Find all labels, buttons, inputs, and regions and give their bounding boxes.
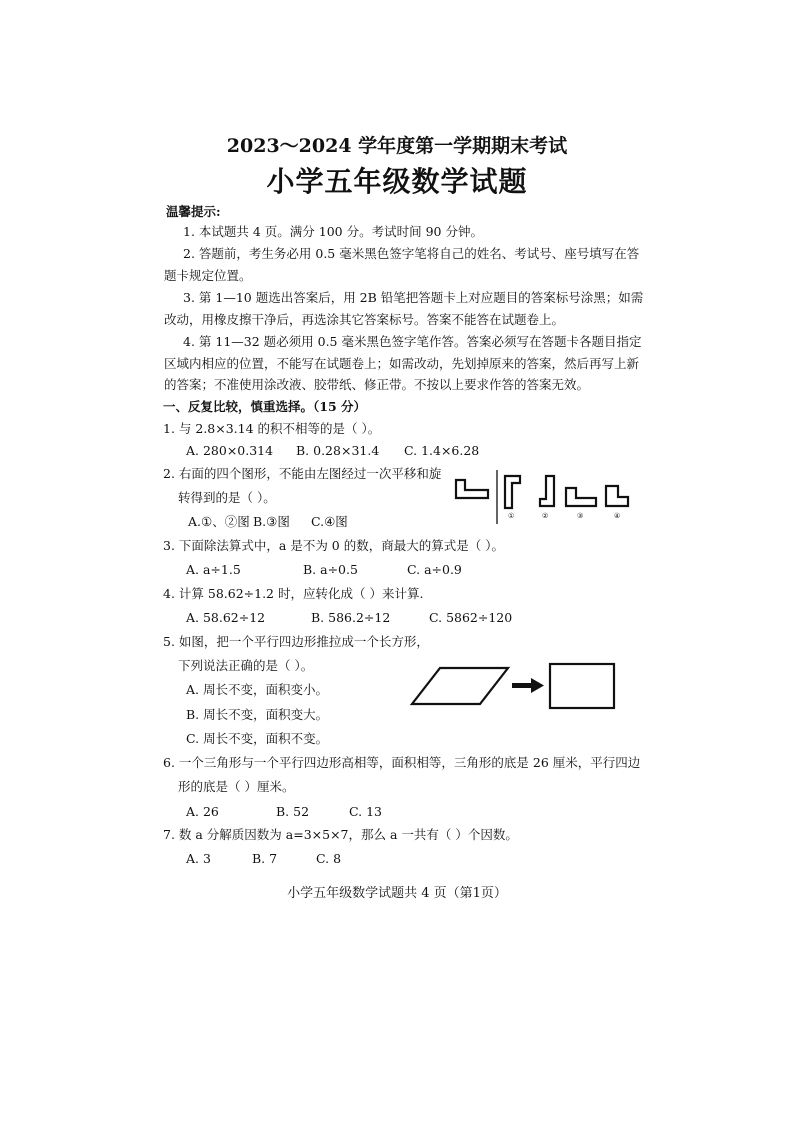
q2-figure [450,466,640,526]
q7-stem: 7. 数 a 分解质因数为 a=3×5×7，那么 a 一共有（ ）个因数。 [163,827,518,842]
q6-option-b: B. 52 [276,804,310,819]
q2-label-1: ① [508,512,515,520]
q5-stem-line-1: 5. 如图，把一个平行四边形推拉成一个长方形， [163,634,429,649]
q6-stem-line-2: 形的底是（ ）厘米。 [178,779,295,794]
exam-subtitle: 小学五年级数学试题 [266,165,528,198]
q2-stem-line-2: 转得到的是（ ）。 [178,490,276,505]
notice-line-3: 题卡规定位置。 [164,268,252,283]
q5-parallelogram [412,668,508,704]
q1-option-a: A. 280×0.314 [186,443,274,458]
q2-original-shape [456,480,488,498]
q1-stem: 1. 与 2.8×3.14 的积不相等的是（ ）。 [163,421,381,436]
exam-title: 2023～2024 学年度第一学期期末考试 [226,135,568,157]
q2-option-b: B.③图 [253,514,290,529]
q5-figure [410,660,622,716]
q5-arrow-icon [512,678,544,693]
q3-stem: 3. 下面除法算式中，a 是不为 0 的数，商最大的算式是（ ）。 [163,538,504,553]
section-1-title: 一、反复比较，慎重选择。（15 分） [163,399,366,414]
q5-option-a: A. 周长不变，面积变小。 [186,682,328,697]
q6-option-c: C. 13 [349,804,382,819]
q1-option-b: B. 0.28×31.4 [296,443,380,458]
q6-stem-line-1: 6. 一个三角形与一个平行四边形高相等，面积相等，三角形的底是 26 厘米，平行四边 [163,755,641,770]
q5-option-c: C. 周长不变，面积不变。 [186,731,329,746]
q2-option-a: A.①、②图 [188,514,250,529]
q5-option-b: B. 周长不变，面积变大。 [186,707,329,722]
q2-shape-4 [606,486,628,506]
q3-option-b: B. a÷0.5 [303,562,358,577]
q2-shape-1 [505,476,520,508]
q7-option-a: A. 3 [186,851,211,866]
q2-shape-3 [566,488,596,506]
notice-heading: 温馨提示: [166,204,221,219]
notice-line-2: 2. 答题前，考生务必用 0.5 毫米黑色签字笔将自己的姓名、考试号、座号填写在答 [183,246,640,261]
q4-option-b: B. 586.2÷12 [311,610,391,625]
notice-line-8: 的答案；不准使用涂改液、胶带纸、修正带。不按以上要求作答的答案无效。 [164,377,590,392]
q2-label-2: ② [542,512,549,520]
q3-option-a: A. a÷1.5 [186,562,241,577]
q1-option-c: C. 1.4×6.28 [404,443,480,458]
q2-stem-line-1: 2. 右面的四个图形，不能由左图经过一次平移和旋 [163,466,442,481]
notice-line-5: 改动，用橡皮擦干净后，再选涂其它答案标号。答案不能答在试题卷上。 [164,312,565,327]
q2-label-4: ④ [614,512,621,520]
q2-shape-2 [540,476,554,506]
q7-option-b: B. 7 [252,851,278,866]
q4-option-c: C. 5862÷120 [429,610,513,625]
q7-option-c: C. 8 [316,851,342,866]
q6-option-a: A. 26 [186,804,219,819]
q2-label-3: ③ [577,512,584,520]
notice-line-4: 3. 第 1—10 题选出答案后，用 2B 铅笔把答题卡上对应题目的答案标号涂黑；如需 [183,290,644,305]
q4-option-a: A. 58.62÷12 [186,610,266,625]
q5-rectangle [550,664,614,708]
q2-option-c: C.④图 [311,514,348,529]
q3-option-c: C. a÷0.9 [407,562,462,577]
q5-stem-line-2: 下列说法正确的是（ ）。 [178,658,314,673]
q4-stem: 4. 计算 58.62÷1.2 时，应转化成（ ）来计算. [163,586,424,601]
notice-line-1: 1. 本试题共 4 页。满分 100 分。考试时间 90 分钟。 [183,224,483,239]
notice-line-7: 区域内相应的位置，不能写在试题卷上；如需改动，先划掉原来的答案，然后再写上新 [164,356,640,371]
page-footer: 小学五年级数学试题共 4 页（第1页） [287,886,507,901]
notice-line-6: 4. 第 11—32 题必须用 0.5 毫米黑色签字笔作答。答案必须写在答题卡各题目指定 [183,334,642,349]
